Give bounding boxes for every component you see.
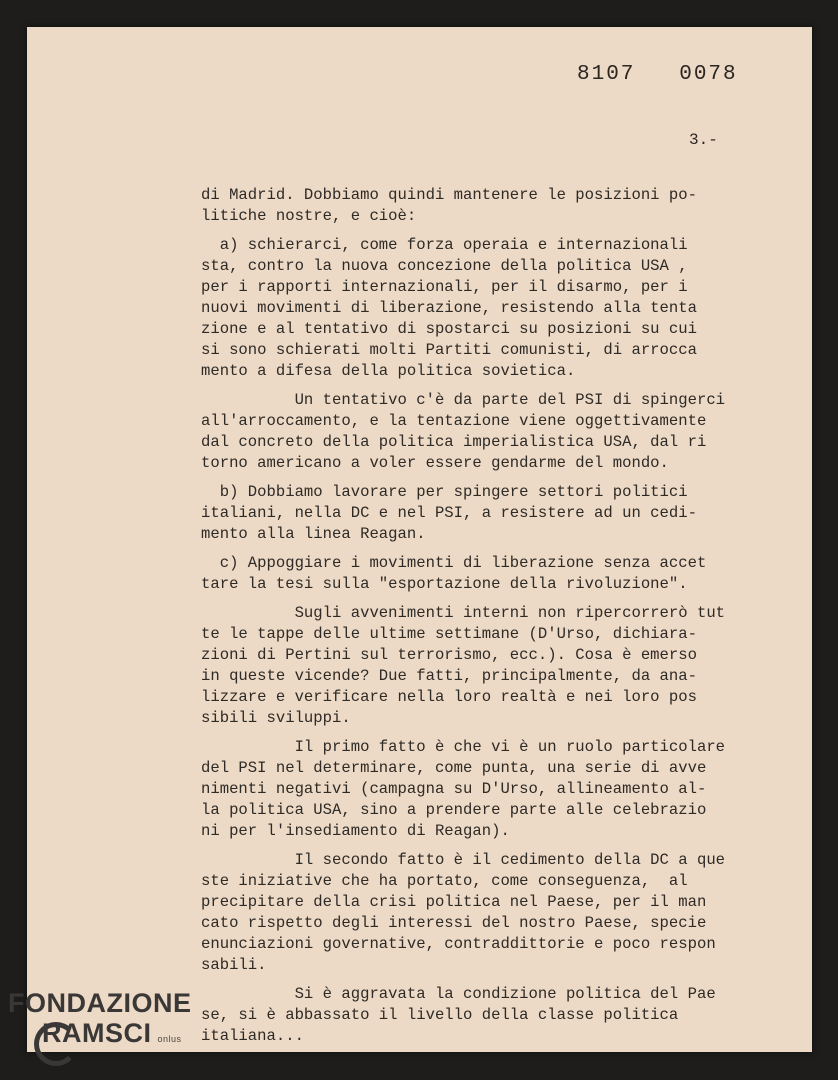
- text-line: Il secondo fatto è il cedimento della DC a que: [201, 851, 726, 869]
- text-line: lizzare e verificare nella loro realtà e nei loro pos: [201, 688, 697, 706]
- watermark-suffix: onlus: [157, 1034, 182, 1044]
- text-line: Un tentativo c'è da parte del PSI di spingerci: [201, 391, 726, 409]
- text-line: ni per l'insediamento di Reagan).: [201, 822, 510, 840]
- text-line: te le tappe delle ultime settimane (D'Urso, dichiara-: [201, 625, 697, 643]
- text-line: mento a difesa della politica sovietica.: [201, 362, 576, 380]
- text-line: litiche nostre, e cioè:: [201, 207, 417, 225]
- text-line: nuovi movimenti di liberazione, resistendo alla tenta: [201, 299, 697, 317]
- text-line: all'arroccamento, e la tentazione viene oggettivamente: [201, 412, 707, 430]
- text-line: mento alla linea Reagan.: [201, 525, 426, 543]
- watermark-line1: FONDAZIONE: [8, 988, 192, 1018]
- text-line: si sono schierati molti Partiti comunisti, di arrocca: [201, 341, 697, 359]
- text-line: zioni di Pertini sul terrorismo, ecc.). Cosa è emerso: [201, 646, 697, 664]
- text-line: italiani, nella DC e nel PSI, a resistere ad un cedi-: [201, 504, 697, 522]
- watermark-line2: RAMSCI: [42, 1018, 152, 1048]
- text-line: per i rapporti internazionali, per il disarmo, per i: [201, 278, 688, 296]
- fondazione-gramsci-watermark: [8, 988, 192, 1054]
- text-line: zione e al tentativo di spostarci su posizioni su cui: [201, 320, 697, 338]
- document-page: [27, 27, 812, 1052]
- text-line: c) Appoggiare i movimenti di liberazione senza accet: [201, 554, 707, 572]
- paragraph-gap: [201, 976, 771, 984]
- text-line: se, si è abbassato il livello della classe politica: [201, 1006, 679, 1024]
- text-line: torno americano a voler essere gendarme del mondo.: [201, 454, 669, 472]
- text-line: precipitare della crisi politica nel Paese, per il man: [201, 893, 707, 911]
- text-line: del PSI nel determinare, come punta, una serie di avve: [201, 759, 707, 777]
- text-line: b) Dobbiamo lavorare per spingere settori politici: [201, 483, 688, 501]
- paragraph-gap: [201, 545, 771, 553]
- page-number: 3.-: [689, 131, 718, 149]
- text-line: dal concreto della politica imperialistica USA, dal ri: [201, 433, 707, 451]
- text-line: sibili sviluppi.: [201, 709, 351, 727]
- text-line: la politica USA, sino a prendere parte alle celebrazio: [201, 801, 707, 819]
- text-line: a) schierarci, come forza operaia e internazionali: [201, 236, 688, 254]
- text-line: italiana...: [201, 1027, 304, 1045]
- text-line: in queste vicende? Due fatti, principalmente, da ana-: [201, 667, 697, 685]
- text-line: tare la tesi sulla "esportazione della rivoluzione".: [201, 575, 688, 593]
- paragraph-gap: [201, 382, 771, 390]
- text-line: sabili.: [201, 956, 267, 974]
- text-line: Si è aggravata la condizione politica del Pae: [201, 985, 716, 1003]
- text-line: Sugli avvenimenti interni non ripercorrerò tut: [201, 604, 726, 622]
- text-line: di Madrid. Dobbiamo quindi mantenere le posizioni po-: [201, 186, 697, 204]
- text-line: sta, contro la nuova concezione della politica USA ,: [201, 257, 688, 275]
- text-line: cato rispetto degli interessi del nostro Paese, specie: [201, 914, 707, 932]
- text-line: enunciazioni governative, contraddittorie e poco respon: [201, 935, 716, 953]
- paragraph-gap: [201, 729, 771, 737]
- document-body: [201, 185, 771, 1047]
- paragraph-gap: [201, 595, 771, 603]
- text-line: ste iniziative che ha portato, come conseguenza, al: [201, 872, 688, 890]
- paragraph-gap: [201, 227, 771, 235]
- text-line: Il primo fatto è che vi è un ruolo particolare: [201, 738, 726, 756]
- paragraph-gap: [201, 842, 771, 850]
- paragraph-gap: [201, 474, 771, 482]
- document-number: 8107 0078: [577, 63, 738, 86]
- text-line: nimenti negativi (campagna su D'Urso, allineamento al-: [201, 780, 707, 798]
